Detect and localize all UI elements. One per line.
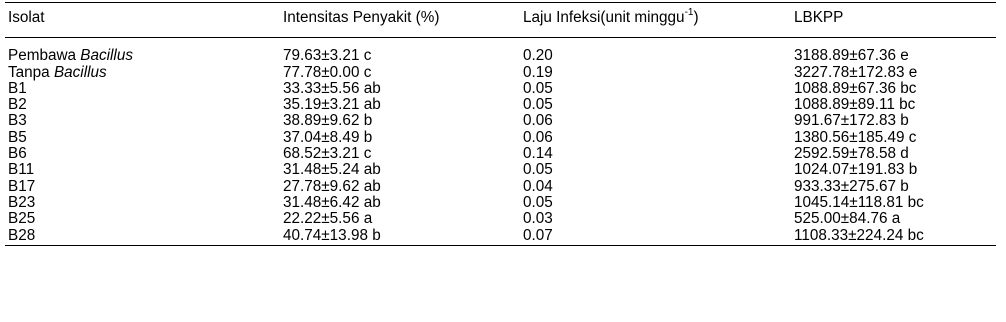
cell-laju-infeksi: 0.07 [523,228,794,246]
cell-laju-infeksi: 0.14 [523,145,553,163]
isolat-label: B1 [8,79,27,97]
cell-intensitas: 35.19±3.21 ab [283,96,381,114]
isolat-label: B2 [8,96,27,114]
cell-laju-infeksi: 0.05 [523,161,553,179]
cell-isolat [5,113,283,129]
cell-isolat [5,65,283,81]
cell-lbkpp: 3188.89±67.36 e [794,47,909,65]
cell-lbkpp: 1024.07±191.83 b [794,161,918,179]
cell-laju-infeksi: 0.06 [523,128,553,146]
cell-intensitas: 40.74±13.98 b [283,228,523,246]
isolat-label: B6 [8,145,27,163]
cell-laju-infeksi: 0.05 [523,193,553,211]
cell-laju-infeksi: 0.20 [523,47,553,65]
isolat-label: B23 [8,193,36,211]
isolat-label: B3 [8,112,27,130]
table-row [5,38,996,65]
cell-intensitas: 33.33±5.56 ab [283,79,381,97]
isolat-label: B25 [8,210,36,228]
table-row [5,113,996,129]
cell-lbkpp: 1088.89±67.36 bc [794,79,917,97]
cell-intensitas: 31.48±5.24 ab [283,161,381,179]
cell-laju-infeksi: 0.03 [523,210,553,228]
table-row [5,179,996,195]
isolat-italic-label: Bacillus [80,47,133,65]
isolat-label: B5 [8,128,27,146]
cell-lbkpp: 1045.14±118.81 bc [794,193,924,211]
cell-lbkpp: 2592.59±78.58 d [794,145,909,163]
cell-laju-infeksi: 0.04 [523,177,553,195]
cell-intensitas: 68.52±3.21 c [283,145,372,163]
table-row [5,81,996,97]
cell-isolat [5,228,283,246]
cell-intensitas: 77.78±0.00 c [283,63,372,81]
table-row [5,211,996,227]
cell-laju-infeksi: 0.19 [523,63,553,81]
header-row [5,3,996,38]
header-intensitas: Intensitas Penyakit (%) [283,3,523,38]
cell-isolat [5,162,283,178]
cell-isolat [5,146,283,162]
cell-intensitas: 79.63±3.21 c [283,47,372,65]
cell-intensitas: 22.22±5.56 a [283,210,373,228]
cell-intensitas: 31.48±6.42 ab [283,193,381,211]
header-laju-superscript: -1 [684,6,694,18]
cell-isolat [5,211,283,227]
cell-intensitas: 27.78±9.62 ab [283,177,381,195]
cell-intensitas: 37.04±8.49 b [283,128,373,146]
cell-isolat [5,38,283,65]
data-table [5,2,996,246]
cell-lbkpp: 991.67±172.83 b [794,112,909,130]
isolat-label: B11 [8,161,35,179]
cell-lbkpp: 525.00±84.76 a [794,210,901,228]
cell-laju-infeksi: 0.06 [523,112,553,130]
isolat-label: Tanpa [8,63,54,81]
isolat-label: Pembawa [8,47,81,65]
cell-lbkpp: 1108.33±224.24 bc [794,228,996,246]
header-laju-prefix: Laju Infeksi(unit minggu [523,9,685,26]
table-row [5,97,996,113]
isolat-label: B28 [8,226,36,244]
table-row [5,162,996,178]
cell-isolat [5,81,283,97]
header-laju-infeksi [523,3,794,38]
table-row [5,130,996,146]
cell-lbkpp: 1380.56±185.49 c [794,128,917,146]
cell-isolat [5,195,283,211]
isolat-italic-label: Bacillus [53,63,107,81]
cell-laju-infeksi: 0.05 [523,96,553,114]
cell-laju-infeksi: 0.05 [523,79,553,97]
table-row [5,146,996,162]
cell-lbkpp: 933.33±275.67 b [794,177,909,195]
header-isolat: Isolat [5,3,283,38]
isolat-label: B17 [8,177,36,195]
table-row [5,228,996,246]
table-row [5,195,996,211]
table-header [5,3,996,38]
cell-isolat [5,130,283,146]
table-row [5,65,996,81]
cell-isolat [5,179,283,195]
header-lbkpp: LBKPP [794,3,996,38]
header-laju-suffix: ) [693,9,699,26]
table-body [5,38,996,246]
cell-isolat [5,97,283,113]
cell-intensitas: 38.89±9.62 b [283,112,373,130]
cell-lbkpp: 1088.89±89.11 bc [794,96,916,114]
cell-lbkpp: 3227.78±172.83 e [794,63,918,81]
